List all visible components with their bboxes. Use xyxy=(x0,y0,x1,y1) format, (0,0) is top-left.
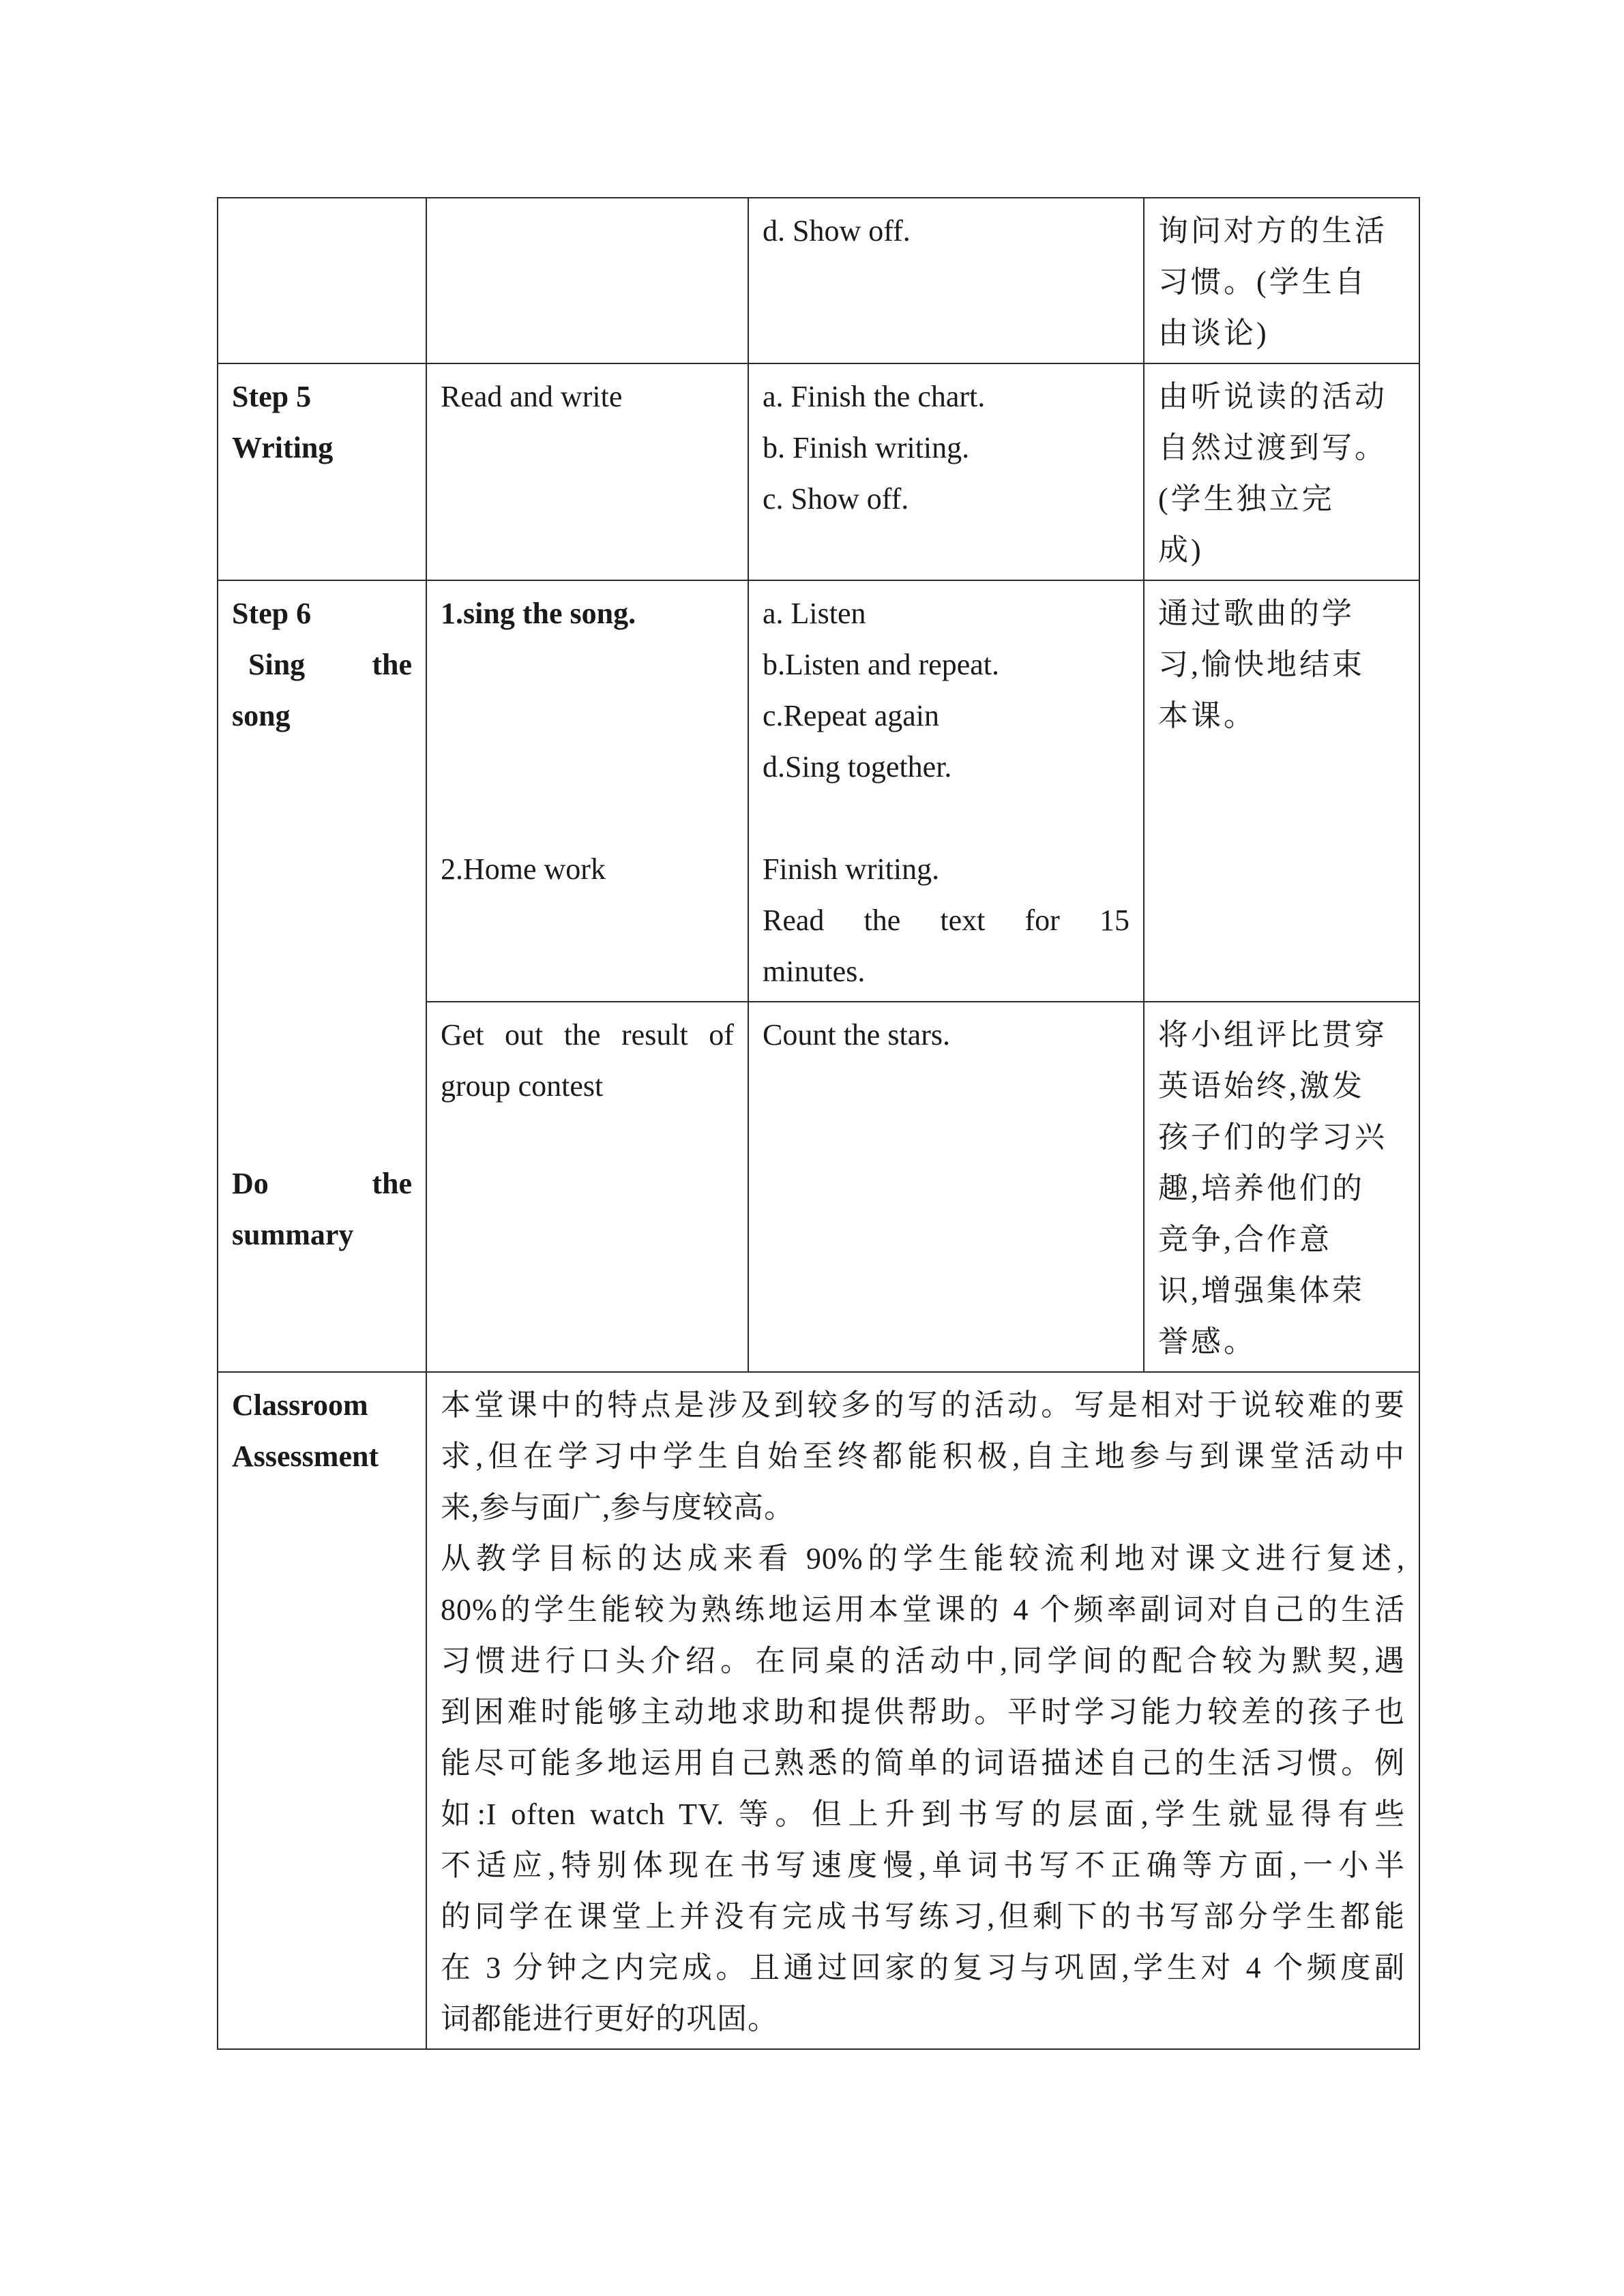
assessment-line: 习惯进行口头介绍。在同桌的活动中,同学间的配合较为默契,遇 xyxy=(441,1644,1405,1678)
step-cell xyxy=(218,363,426,580)
purpose-line: 英语始终,激发 xyxy=(1158,1069,1365,1103)
assessment-label-cell xyxy=(218,1372,426,2049)
content-cell xyxy=(426,580,748,1002)
lesson-plan-table xyxy=(217,197,1420,2050)
purpose-cell xyxy=(1144,363,1419,580)
table-row xyxy=(218,363,1419,580)
purpose-line: (学生独立完 xyxy=(1158,482,1335,516)
activity-line: b.Listen and repeat. xyxy=(763,648,999,681)
purpose-cell xyxy=(1144,580,1419,1002)
summary-title xyxy=(232,1158,412,1209)
activity-line: a. Listen xyxy=(763,597,866,630)
content-line xyxy=(441,1009,734,1060)
assessment-label: Assessment xyxy=(232,1440,379,1473)
content-cell xyxy=(426,363,748,580)
step-subtitle: Writing xyxy=(232,431,334,464)
content-word: result xyxy=(621,1018,688,1052)
content-line: 2.Home work xyxy=(441,852,606,886)
step-title: Step 5 xyxy=(232,380,312,413)
activity-cell xyxy=(748,1002,1144,1372)
homework-line: minutes. xyxy=(763,955,866,988)
activity-cell xyxy=(748,198,1144,363)
purpose-line: 趣,培养他们的 xyxy=(1158,1172,1365,1205)
content-word: the xyxy=(563,1018,601,1052)
step-title: Step 6 xyxy=(232,597,312,630)
step-word: Do xyxy=(232,1167,269,1200)
purpose-line: 由谈论) xyxy=(1158,316,1269,350)
step-cell xyxy=(218,198,426,363)
activity-line: d.Sing together. xyxy=(763,750,952,784)
purpose-line: 本课。 xyxy=(1158,699,1256,732)
homework-line xyxy=(763,895,1130,946)
purpose-line: 誉感。 xyxy=(1158,1325,1256,1358)
purpose-line: 询问对方的生活 xyxy=(1158,214,1387,248)
homework-line: Finish writing. xyxy=(763,852,940,886)
purpose-cell xyxy=(1144,198,1419,363)
content-cell xyxy=(426,198,748,363)
assessment-line: 能尽可能多地运用自己熟悉的简单的词语描述自己的生活习惯。例 xyxy=(441,1746,1405,1780)
content-word: Get xyxy=(441,1018,484,1052)
purpose-line: 竞争,合作意 xyxy=(1158,1223,1332,1256)
purpose-line: 通过歌曲的学 xyxy=(1158,597,1355,630)
purpose-line: 由听说读的活动 xyxy=(1158,380,1387,413)
homework-word: text xyxy=(940,904,986,937)
step-word: the xyxy=(372,648,412,681)
assessment-line: 本堂课中的特点是涉及到较多的写的活动。写是相对于说较难的要 xyxy=(441,1388,1405,1422)
assessment-line: 词都能进行更好的巩固。 xyxy=(441,2002,778,2036)
assessment-line: 来,参与面广,参与度较高。 xyxy=(441,1491,795,1524)
table-row xyxy=(218,580,1419,1002)
table-row xyxy=(218,198,1419,363)
step-subtitle: song xyxy=(232,699,291,732)
purpose-line: 习惯。(学生自 xyxy=(1158,265,1368,299)
content-cell xyxy=(426,1002,748,1372)
homework-word: the xyxy=(863,904,901,937)
assessment-line: 到困难时能够主动地求助和提供帮助。平时学习能力较差的孩子也 xyxy=(441,1695,1405,1729)
assessment-line: 从教学目标的达成来看 90%的学生能较流利地对课文进行复述, xyxy=(441,1542,1405,1575)
assessment-line: 在 3 分钟之内完成。且通过回家的复习与巩固,学生对 4 个频度副 xyxy=(441,1951,1405,1984)
assessment-line: 80%的学生能较为熟练地运用本堂课的 4 个频率副词对自己的生活 xyxy=(441,1593,1405,1626)
content-word: of xyxy=(709,1018,734,1052)
activity-line: d. Show off. xyxy=(763,214,911,248)
step-word: the xyxy=(372,1167,412,1200)
purpose-line: 将小组评比贯穿 xyxy=(1158,1018,1387,1052)
homework-word: 15 xyxy=(1099,904,1130,937)
activity-cell xyxy=(748,363,1144,580)
assessment-line: 如:I often watch TV. 等。但上升到书写的层面,学生就显得有些 xyxy=(441,1798,1405,1831)
assessment-line: 求,但在学习中学生自始至终都能积极,自主地参与到课堂活动中 xyxy=(441,1440,1405,1473)
summary-title: summary xyxy=(232,1218,354,1251)
purpose-line: 成) xyxy=(1158,533,1204,567)
purpose-line: 识,增强集体荣 xyxy=(1158,1274,1365,1307)
content-word: out xyxy=(505,1018,544,1052)
assessment-text-cell xyxy=(426,1372,1419,2049)
purpose-cell xyxy=(1144,1002,1419,1372)
activity-cell xyxy=(748,580,1144,1002)
step-word: Sing xyxy=(248,648,306,681)
activity-line: c.Repeat again xyxy=(763,699,939,732)
purpose-line: 习,愉快地结束 xyxy=(1158,648,1365,681)
purpose-line: 自然过渡到写。 xyxy=(1158,431,1387,464)
table-row xyxy=(218,1372,1419,2049)
step-cell xyxy=(218,580,426,1372)
assessment-line: 不适应,特别体现在书写速度慢,单词书写不正确等方面,一小半 xyxy=(441,1849,1405,1882)
assessment-label: Classroom xyxy=(232,1388,368,1422)
assessment-line: 的同学在课堂上并没有完成书写练习,但剩下的书写部分学生都能 xyxy=(441,1900,1405,1933)
activity-line: a. Finish the chart. xyxy=(763,380,986,413)
homework-word: Read xyxy=(763,904,825,937)
content-line: Read and write xyxy=(441,380,623,413)
activity-line: Count the stars. xyxy=(763,1018,950,1052)
content-line: group contest xyxy=(441,1069,604,1103)
activity-line: c. Show off. xyxy=(763,482,909,516)
activity-line: b. Finish writing. xyxy=(763,431,970,464)
homework-word: for xyxy=(1024,904,1060,937)
content-line: 1.sing the song. xyxy=(441,597,636,630)
purpose-line: 孩子们的学习兴 xyxy=(1158,1120,1387,1154)
step-subtitle xyxy=(232,639,412,690)
